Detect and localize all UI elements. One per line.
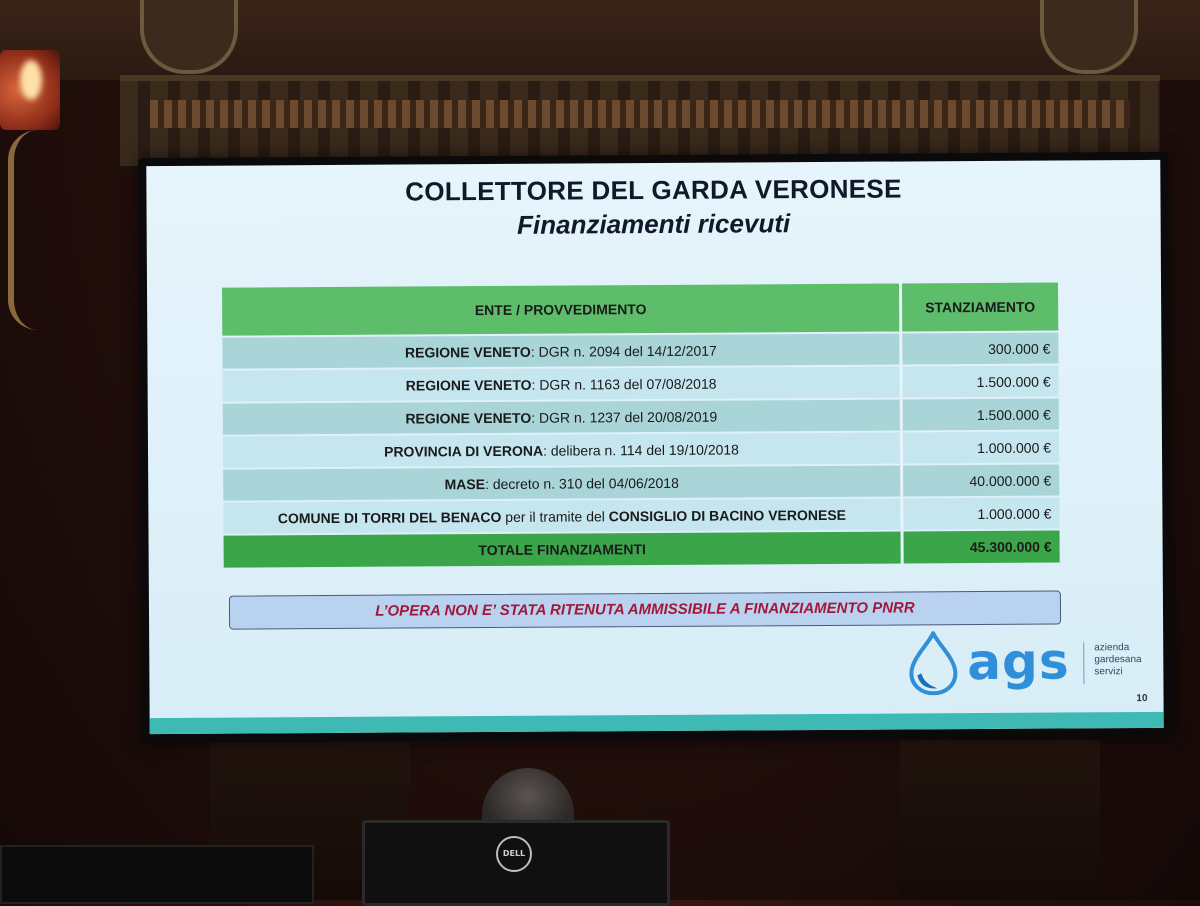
row-amount: 1.500.000 € [903, 366, 1059, 398]
table-row [223, 399, 1059, 435]
ente-name: PROVINCIA DI VERONA [384, 442, 544, 460]
wall-panel-right [900, 740, 1100, 900]
logo-wordmark: ags [967, 632, 1070, 692]
tv-screen [138, 152, 1172, 743]
row-amount: 300.000 € [902, 333, 1058, 365]
row-amount: 40.000.000 € [903, 465, 1059, 497]
total-value: 45.300.000 € [904, 531, 1060, 564]
logo-tagline-line2: gardesana [1094, 654, 1142, 666]
total-label: TOTALE FINANZIAMENTI [224, 531, 904, 567]
provvedimento: : decreto n. 310 del 04/06/2018 [484, 474, 679, 492]
funding-table [222, 281, 1060, 570]
provvedimento: : delibera n. 114 del 19/10/2018 [542, 440, 739, 459]
table-total-row [224, 531, 1060, 568]
logo-tagline-line3: servizi [1094, 666, 1123, 678]
provvedimento: : DGR n. 1237 del 20/08/2019 [531, 408, 718, 426]
row-amount: 1.000.000 € [903, 498, 1059, 530]
slide-subtitle: Finanziamenti ricevuti [516, 208, 791, 240]
ente-name: REGIONE VENETO [405, 409, 532, 427]
provvedimento: : DGR n. 2094 del 14/12/2017 [530, 342, 717, 360]
lamp-bulb [20, 60, 42, 100]
desk-monitor-left [0, 845, 314, 904]
row-description [223, 399, 903, 434]
row-amount: 1.500.000 € [903, 399, 1059, 431]
water-drop-icon [907, 631, 959, 695]
ente-name: REGIONE VENETO [404, 343, 531, 361]
table-row [223, 498, 1059, 534]
table-row [222, 333, 1058, 369]
lamp-arm [8, 130, 44, 330]
table-row [223, 465, 1059, 501]
table-row [223, 432, 1059, 468]
row-amount: 1.000.000 € [903, 432, 1059, 464]
row-description [223, 498, 903, 533]
logo-tagline [1094, 642, 1141, 678]
monitor-brand-logo: DELL [496, 836, 532, 872]
pnrr-note: L’OPERA NON E’ STATA RITENUTA AMMISSIBILE A FINANZIAMENTO PNRR [229, 591, 1061, 630]
slide-page-number: 10 [1136, 692, 1148, 705]
ags-logo [907, 630, 1157, 700]
provvedimento: : DGR n. 1163 del 07/08/2018 [531, 375, 717, 393]
ente-name: REGIONE VENETO [405, 376, 532, 394]
ente-name: COMUNE DI TORRI DEL BENACO [277, 508, 502, 526]
table-row [223, 366, 1059, 402]
ente-name: MASE [444, 475, 486, 492]
row-description [223, 432, 903, 467]
wall-lamp [0, 20, 70, 340]
cornice-molding [150, 100, 1130, 128]
header-ente: ENTE / PROVVEDIMENTO [222, 283, 902, 335]
table-header-row [222, 283, 1058, 336]
slide-title: COLLETTORE DEL GARDA VERONESE [405, 173, 902, 207]
row-description [223, 465, 903, 500]
logo-tagline-line1: azienda [1094, 642, 1130, 654]
ente-name-secondary: CONSIGLIO DI BACINO VERONESE [608, 506, 847, 524]
presentation-slide [146, 160, 1163, 734]
logo-divider [1083, 642, 1084, 684]
slide-footer-bar [150, 712, 1164, 734]
provvedimento: per il tramite del [501, 507, 609, 525]
row-description [223, 366, 903, 401]
header-stanziamento: STANZIAMENTO [902, 283, 1058, 332]
row-description [222, 333, 902, 368]
